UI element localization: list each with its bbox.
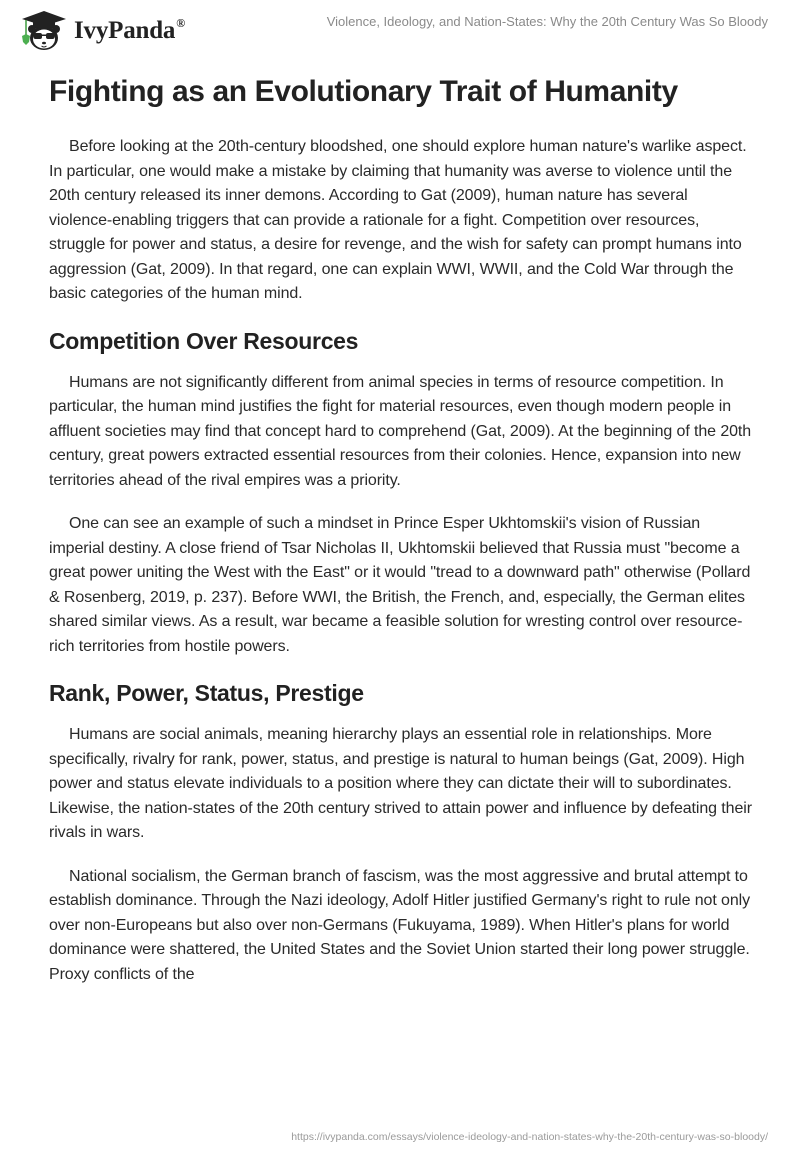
paragraph: One can see an example of such a mindset in Prince Esper Ukhtomskii's vision of Russian imperial destiny. A close friend of Tsar Nicholas II, Ukhtomskii believed that Russia must "become a great power uniting the West with the East" or it would "tread to a downward path" otherwise (Pollard & Rosenberg, 2019, p. 237). Before WWI, the British, the French, and, especially, the German elites shared similar views. As a result, war became a feasible solution for wresting control over resource-rich territories from hostile powers.	[49, 515, 751, 655]
section-rank-power-status-prestige	[49, 678, 754, 987]
panda-graduate-icon	[16, 6, 72, 52]
section-heading: Rank, Power, Status, Prestige	[49, 680, 364, 706]
paragraph: Humans are social animals, meaning hierarchy plays an essential role in relationships. More specifically, rivalry for rank, power, status, and prestige is natural to human beings (Gat, 2009). High power and status elevate individuals to a position where they can dictate their will to subordinates. Likewise, the nation-states of the 20th century strived to attain power and influence by defeating their rivals in wars.	[49, 726, 752, 841]
paragraph: Before looking at the 20th-century bloodshed, one should explore human nature's warlike aspect. In particular, one would make a mistake by claiming that humanity was averse to violence until the 20th century released its inner demons. According to Gat (2009), human nature has several violence-enabling triggers that can provide a rationale for a fight. Competition over resources, struggle for power and status, a desire for revenge, and the wish for safety can prompt humans into aggression (Gat, 2009). In that regard, one can explain WWI, WWII, and the Cold War through the basic categories of the human mind.	[49, 138, 747, 302]
paragraph: National socialism, the German branch of fascism, was the most aggressive and brutal attempt to establish dominance. Through the Nazi ideology, Adolf Hitler justified Germany's right to rule not only over non-Europeans but also over non-Germans (Fukuyama, 1989). When Hitler's plans for world dominance were shattered, the United States and the Soviet Union started their long power struggle. Proxy conflicts of the	[49, 867, 750, 983]
section-fighting-evolutionary-trait	[49, 72, 754, 307]
paragraph: Humans are not significantly different from animal species in terms of resource competition. In particular, the human mind justifies the fight for material resources, even though modern people in affluent societies may find that concept hard to comprehend (Gat, 2009). At the beginning of the 20th century, great powers extracted essential resources from their colonies. Hence, expansion into new territories ahead of the rival empires was a priority.	[49, 373, 752, 489]
article-body	[49, 72, 754, 1006]
ivypanda-logo[interactable]	[16, 6, 185, 52]
logo-text: IvyPanda	[74, 17, 176, 44]
section-heading: Competition Over Resources	[49, 327, 359, 354]
section-heading: Fighting as an Evolutionary Trait of Humanity	[49, 75, 678, 108]
section-competition-over-resources	[49, 326, 754, 660]
document-title: Violence, Ideology, and Nation-States: Why the 20th Century Was So Bloody	[326, 14, 768, 29]
source-url-link[interactable]: https://ivypanda.com/essays/violence-ideology-and-nation-states-why-the-20th-century-was-so-bloody/	[291, 1131, 768, 1143]
registered-mark: ®	[176, 15, 186, 30]
page-header	[0, 0, 800, 50]
